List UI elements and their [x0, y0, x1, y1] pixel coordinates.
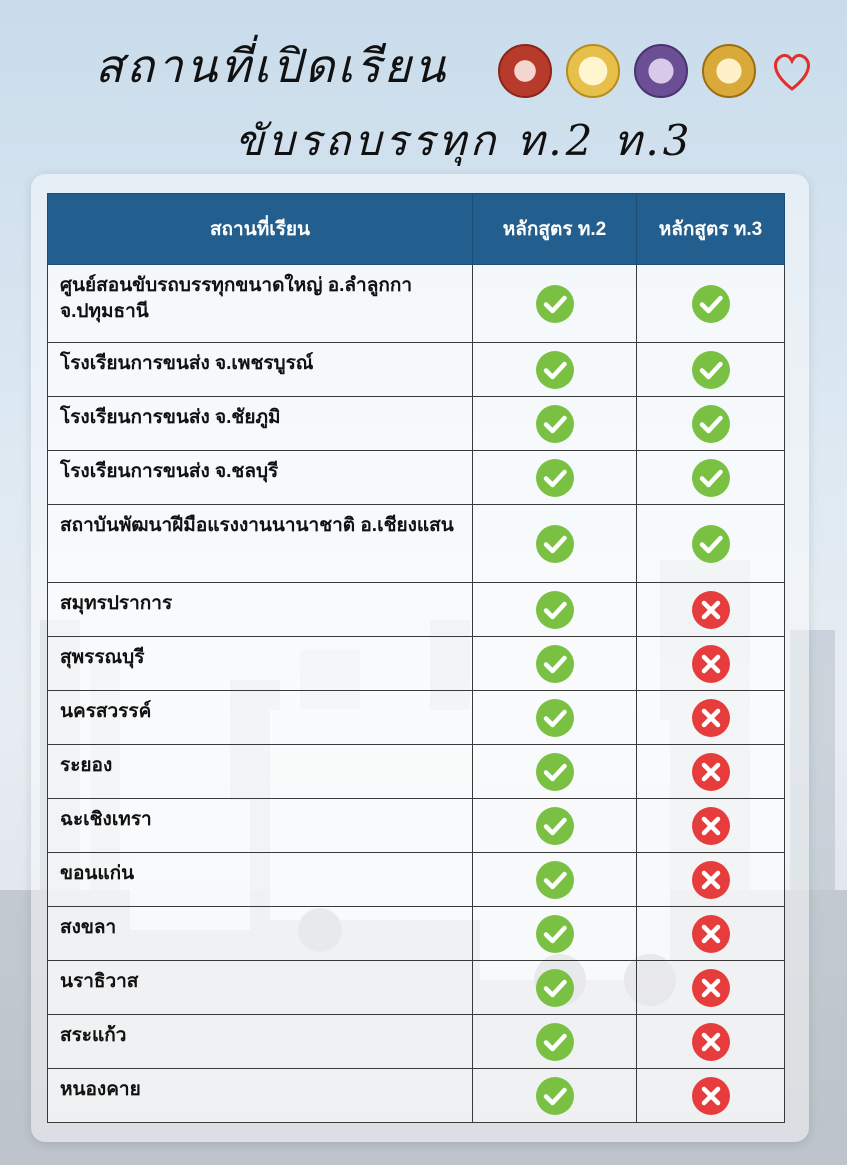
agency-seal-icon — [634, 44, 688, 98]
check-icon — [473, 397, 637, 451]
table-row — [48, 583, 785, 637]
location-name: ศูนย์สอนขับรถบรรทุกขนาดใหญ่ อ.ลำลูกกา จ.ปทุมธานี — [48, 265, 473, 343]
check-icon — [473, 637, 637, 691]
table-row — [48, 745, 785, 799]
table-row — [48, 265, 785, 343]
check-icon — [473, 505, 637, 583]
check-icon — [473, 853, 637, 907]
location-name: โรงเรียนการขนส่ง จ.เพชรบูรณ์ — [48, 343, 473, 397]
cross-icon — [637, 691, 785, 745]
table-row — [48, 397, 785, 451]
check-icon — [473, 799, 637, 853]
logo-strip — [498, 44, 814, 98]
check-icon — [473, 265, 637, 343]
location-name: สถาบันพัฒนาฝีมือแรงงานนานาชาติ อ.เชียงแสน — [48, 505, 473, 583]
check-icon — [637, 451, 785, 505]
table-row — [48, 961, 785, 1015]
location-name: นราธิวาส — [48, 961, 473, 1015]
table-row — [48, 853, 785, 907]
location-name: ระยอง — [48, 745, 473, 799]
cross-icon — [637, 907, 785, 961]
table-row — [48, 907, 785, 961]
cross-icon — [637, 853, 785, 907]
check-icon — [473, 583, 637, 637]
table-row — [48, 799, 785, 853]
table-row — [48, 637, 785, 691]
header-location: สถานที่เรียน — [48, 194, 473, 265]
location-name: หนองคาย — [48, 1069, 473, 1123]
check-icon — [473, 961, 637, 1015]
location-name: สงขลา — [48, 907, 473, 961]
cross-icon — [637, 799, 785, 853]
table-row — [48, 343, 785, 397]
cross-icon — [637, 961, 785, 1015]
ministry-emblem-icon — [702, 44, 756, 98]
check-icon — [473, 745, 637, 799]
check-icon — [473, 691, 637, 745]
cross-icon — [637, 637, 785, 691]
location-name: โรงเรียนการขนส่ง จ.ชัยภูมิ — [48, 397, 473, 451]
check-icon — [637, 343, 785, 397]
table-row — [48, 1015, 785, 1069]
table-row — [48, 451, 785, 505]
check-icon — [473, 1015, 637, 1069]
check-icon — [473, 451, 637, 505]
cross-icon — [637, 745, 785, 799]
location-name: สระแก้ว — [48, 1015, 473, 1069]
table-row — [48, 1069, 785, 1123]
title-line-1: สถานที่เปิดเรียน — [95, 39, 449, 93]
location-name: ขอนแก่น — [48, 853, 473, 907]
department-seal-icon — [498, 44, 552, 98]
table-row — [48, 691, 785, 745]
location-name: โรงเรียนการขนส่ง จ.ชลบุรี — [48, 451, 473, 505]
heart-logo-icon — [770, 46, 814, 96]
header-course-t3: หลักสูตร ท.3 — [637, 194, 785, 265]
check-icon — [637, 505, 785, 583]
cross-icon — [637, 1015, 785, 1069]
location-name: นครสวรรค์ — [48, 691, 473, 745]
table-header-row — [48, 194, 785, 265]
royal-emblem-icon — [566, 44, 620, 98]
header-course-t2: หลักสูตร ท.2 — [473, 194, 637, 265]
location-name: สมุทรปราการ — [48, 583, 473, 637]
cross-icon — [637, 1069, 785, 1123]
check-icon — [637, 397, 785, 451]
header — [0, 0, 847, 185]
course-table — [47, 193, 785, 1123]
check-icon — [473, 907, 637, 961]
location-name: สุพรรณบุรี — [48, 637, 473, 691]
table-row — [48, 505, 785, 583]
check-icon — [473, 1069, 637, 1123]
title-line-2: ขับรถบรรทุก ท.2 ท.3 — [235, 116, 694, 165]
check-icon — [473, 343, 637, 397]
location-name: ฉะเชิงเทรา — [48, 799, 473, 853]
check-icon — [637, 265, 785, 343]
cross-icon — [637, 583, 785, 637]
